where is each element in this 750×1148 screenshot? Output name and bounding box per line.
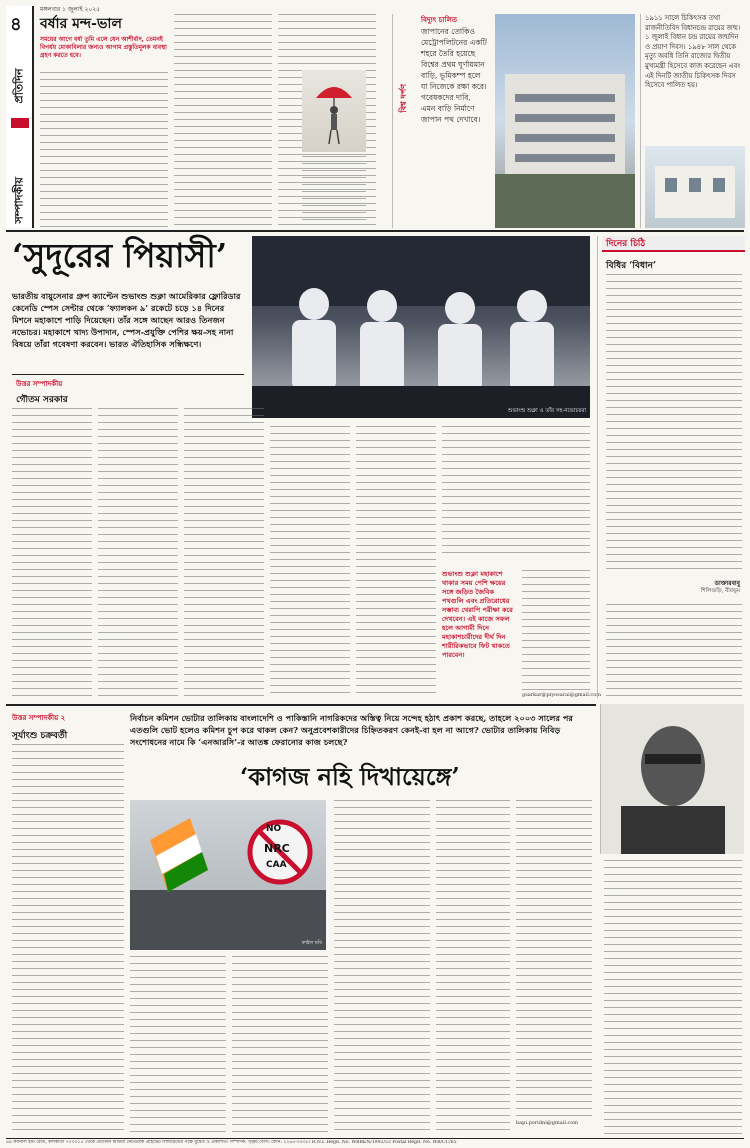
portrait-caption-text bbox=[604, 860, 742, 1136]
second-op-text-col3 bbox=[232, 956, 328, 1136]
second-op-text-col5 bbox=[436, 800, 510, 1136]
second-op-headline-top: নির্বাচন কমিশন ভোটার তালিকায় বাংলাদেশি ও পাকিস্তানি নাগরিকদের অস্তিত্ব নিয়ে সন্দেহ হঠাৎ প্রকাশ করছে, তাহলে ২০০৩ সালের পর এতগুলি ভোট হলেও কমিশন চুপ করে থাকল কেন? অনুপ্রবেশকারীদের চিহ্নিতকরণ কেনই-বা হল না আগে? ভোটার তালিকায় নিবিড় সংশোধনের নামে কি ‘এনআরসি’-র আতঙ্ক ফেরানোর কাজ চলছে? bbox=[130, 713, 573, 747]
placard-line3: CAA bbox=[266, 860, 287, 870]
mid-divider bbox=[6, 704, 596, 706]
second-op-byline bbox=[12, 712, 122, 743]
second-op-text-col6 bbox=[516, 800, 592, 1116]
second-op-text-col4 bbox=[334, 800, 430, 1136]
corner-brief-text: ১৯১১ সালে চিকিৎসক তথা রাজনীতিবিদ বিধানচন্দ্র রায়ের জন্ম। ১ জুলাই বিধান চন্দ্র রায়ের জন্মদিন ও প্রয়াণ দিবস। ১৯৪৮ সাল থেকে মৃত্যু অবধি তিনি রাজ্যের দ্বিতীয় মুখ্যমন্ত্রী হিসেবে কাজ করেছেন এবং এই দিনটি জাতীয় চিকিৎসক দিবস হিসেবে পালিত হয়। bbox=[645, 14, 741, 90]
lead-headline: বর্ষার মন্দ-ভাল bbox=[40, 16, 122, 32]
corner-brief bbox=[640, 14, 744, 228]
second-op-text-col2 bbox=[130, 956, 226, 1136]
portrait-photo bbox=[600, 704, 744, 854]
feature-deck: ভারতীয় বায়ুসেনার গ্রুপ ক্যাপ্টেন শুভাংশু শুক্লা আমেরিকার ফ্লোরিডার কেনেডি স্পেস সেন্টার থেকে ‘ফ্যালকন ৯’ রকেটে চড়ে ১৪ দিনের মিশনে মহাকাশে পাড়ি দিয়েছেন। তাঁর সঙ্গে আছেন আরও তিনজন নভোচর। মহাকাশে খাদ্য উপাদান, স্পেস-প্রযুক্তি পেশির ক্ষয়-সহ নানা বিষয়ে তাঁরা গবেষণা করবেন। ভারত ঐতিহাসিক সন্ধিক্ষণে। bbox=[12, 291, 241, 349]
feature-byline-rule bbox=[12, 374, 244, 375]
lead-text-col2 bbox=[174, 14, 272, 228]
side-tag: বিশ্ব দর্পণ bbox=[399, 84, 408, 113]
letters-signature-place: শিলিগুড়ি, বীরভূম bbox=[700, 588, 740, 594]
building-photo bbox=[495, 14, 635, 228]
footer-rule bbox=[6, 1138, 744, 1139]
side-text: জাপানের তোকিও মেট্রোপলিটনের একটি শহরে তৈরি হয়েছে বিশ্বের প্রথম ঘূর্ণায়মান বাড়ি, ভূমিকম্প হলে যা নিজেকে রক্ষা করে। গবেষকদের দাবি, এমন বাড়ি নির্মাণে জাপান পথ দেখাবে। bbox=[421, 27, 487, 124]
top-divider bbox=[6, 230, 744, 232]
feature-text-col5 bbox=[356, 426, 436, 698]
second-op-headline: ‘কাগজ নহি দিখায়েঙ্গে’ bbox=[240, 762, 460, 791]
letters-column bbox=[597, 236, 744, 698]
footer-text: ৬৯ ক্যানাল ইস্ট রোড, কলকাতা ৭০০০১৫ থেকে প্রতিদিন মিডিয়া নেটওয়ার্ক প্রাইভেট লিমিটেডের পক্ষে মুদ্রিত ও প্রকাশিত। সম্পাদক: সৃঞ্জয় বোস। ফোন: ২২৬৫-০৪০৮। R.N.I. Regd. No. WBBEN/1992/53 Postal Regd. No. WB/CC/65 bbox=[6, 1140, 457, 1145]
feature-author: গৌতম সরকার bbox=[16, 395, 68, 405]
page-number: ৪ bbox=[10, 14, 22, 35]
logo-tag bbox=[11, 118, 29, 128]
lead-text-col1 bbox=[40, 72, 168, 228]
feature-text-col3 bbox=[184, 408, 264, 698]
feature-text-col1 bbox=[12, 408, 92, 698]
protest-photo bbox=[130, 800, 326, 950]
feature-text-col7 bbox=[522, 570, 590, 690]
logo: প্রতিদিন bbox=[12, 68, 26, 104]
feature-text-col2 bbox=[98, 408, 178, 698]
feature-email: gsarkar@piyosarai@gmail.com bbox=[522, 692, 601, 698]
feature-pullquote bbox=[442, 570, 516, 690]
letters-title: বিধির ‘বিধান’ bbox=[606, 261, 657, 271]
lead-continuation bbox=[302, 156, 366, 226]
letters-signature: ডাক্তারবাবু bbox=[714, 580, 740, 587]
second-op-author: সূর্যাংশু চক্রবর্তী bbox=[12, 731, 68, 741]
pullquote-text: শুভাংশু শুক্লা মহাকাশে থাকার সময় পেশি ক্ষয়ের সঙ্গে জড়িত জৈবিক পথগুলি এবং প্রতিরোধের সম্ভাব্য থেরাপি পরীক্ষা করে দেখবেন। এই কাজে সফল হলে আগামী দিনে মহাকাশচারীদের দীর্ঘ দিন শারীরিকভাবে ফিট থাকতে পারবেন। bbox=[442, 570, 513, 659]
section-name: সম্পাদকীয় bbox=[12, 177, 26, 224]
lead-deck: সময়ের আগে বর্ষা তুমি এলে যেন আশীর্বাদ, তেমনই বিপর্যয় মোকাবিলার জন্যও আগাম প্রস্তুতিমূলক ব্যবস্থা গ্রহণ করতে হবে। bbox=[40, 36, 167, 59]
placard-line2: NRC bbox=[264, 842, 290, 855]
protest-photo-credit: ফাইল ছবি bbox=[301, 940, 322, 946]
letters-text bbox=[606, 274, 742, 574]
masthead-strip bbox=[6, 6, 34, 228]
second-op-section: উত্তর সম্পাদকীয় ২ bbox=[12, 713, 66, 722]
side-title: বিদ্যুৎ চালিত bbox=[421, 15, 458, 24]
astronaut-photo bbox=[252, 236, 590, 418]
letters-text-2 bbox=[606, 604, 742, 698]
feature-byline-section: উত্তর সম্পাদকীয় bbox=[16, 379, 63, 388]
umbrella-illustration bbox=[302, 70, 366, 152]
placard-line1: NO bbox=[266, 824, 282, 834]
date-line: মঙ্গলবার ১ জুলাই ২০২৫ bbox=[40, 6, 101, 13]
photo-caption: শুভাংশু শুক্লা ও তাঁর সহ-নভোচররা bbox=[507, 408, 586, 414]
second-op-text-col1 bbox=[12, 744, 124, 1136]
letters-header: দিনের চিঠি bbox=[602, 236, 745, 252]
feature-headline: ‘সুদূরের পিয়াসী’ bbox=[12, 236, 228, 275]
second-op-email: bapi.poridni@gmail.com bbox=[516, 1120, 579, 1126]
feature-text-col6 bbox=[442, 426, 590, 556]
feature-text-col4 bbox=[270, 426, 350, 698]
corner-photo bbox=[645, 146, 745, 228]
